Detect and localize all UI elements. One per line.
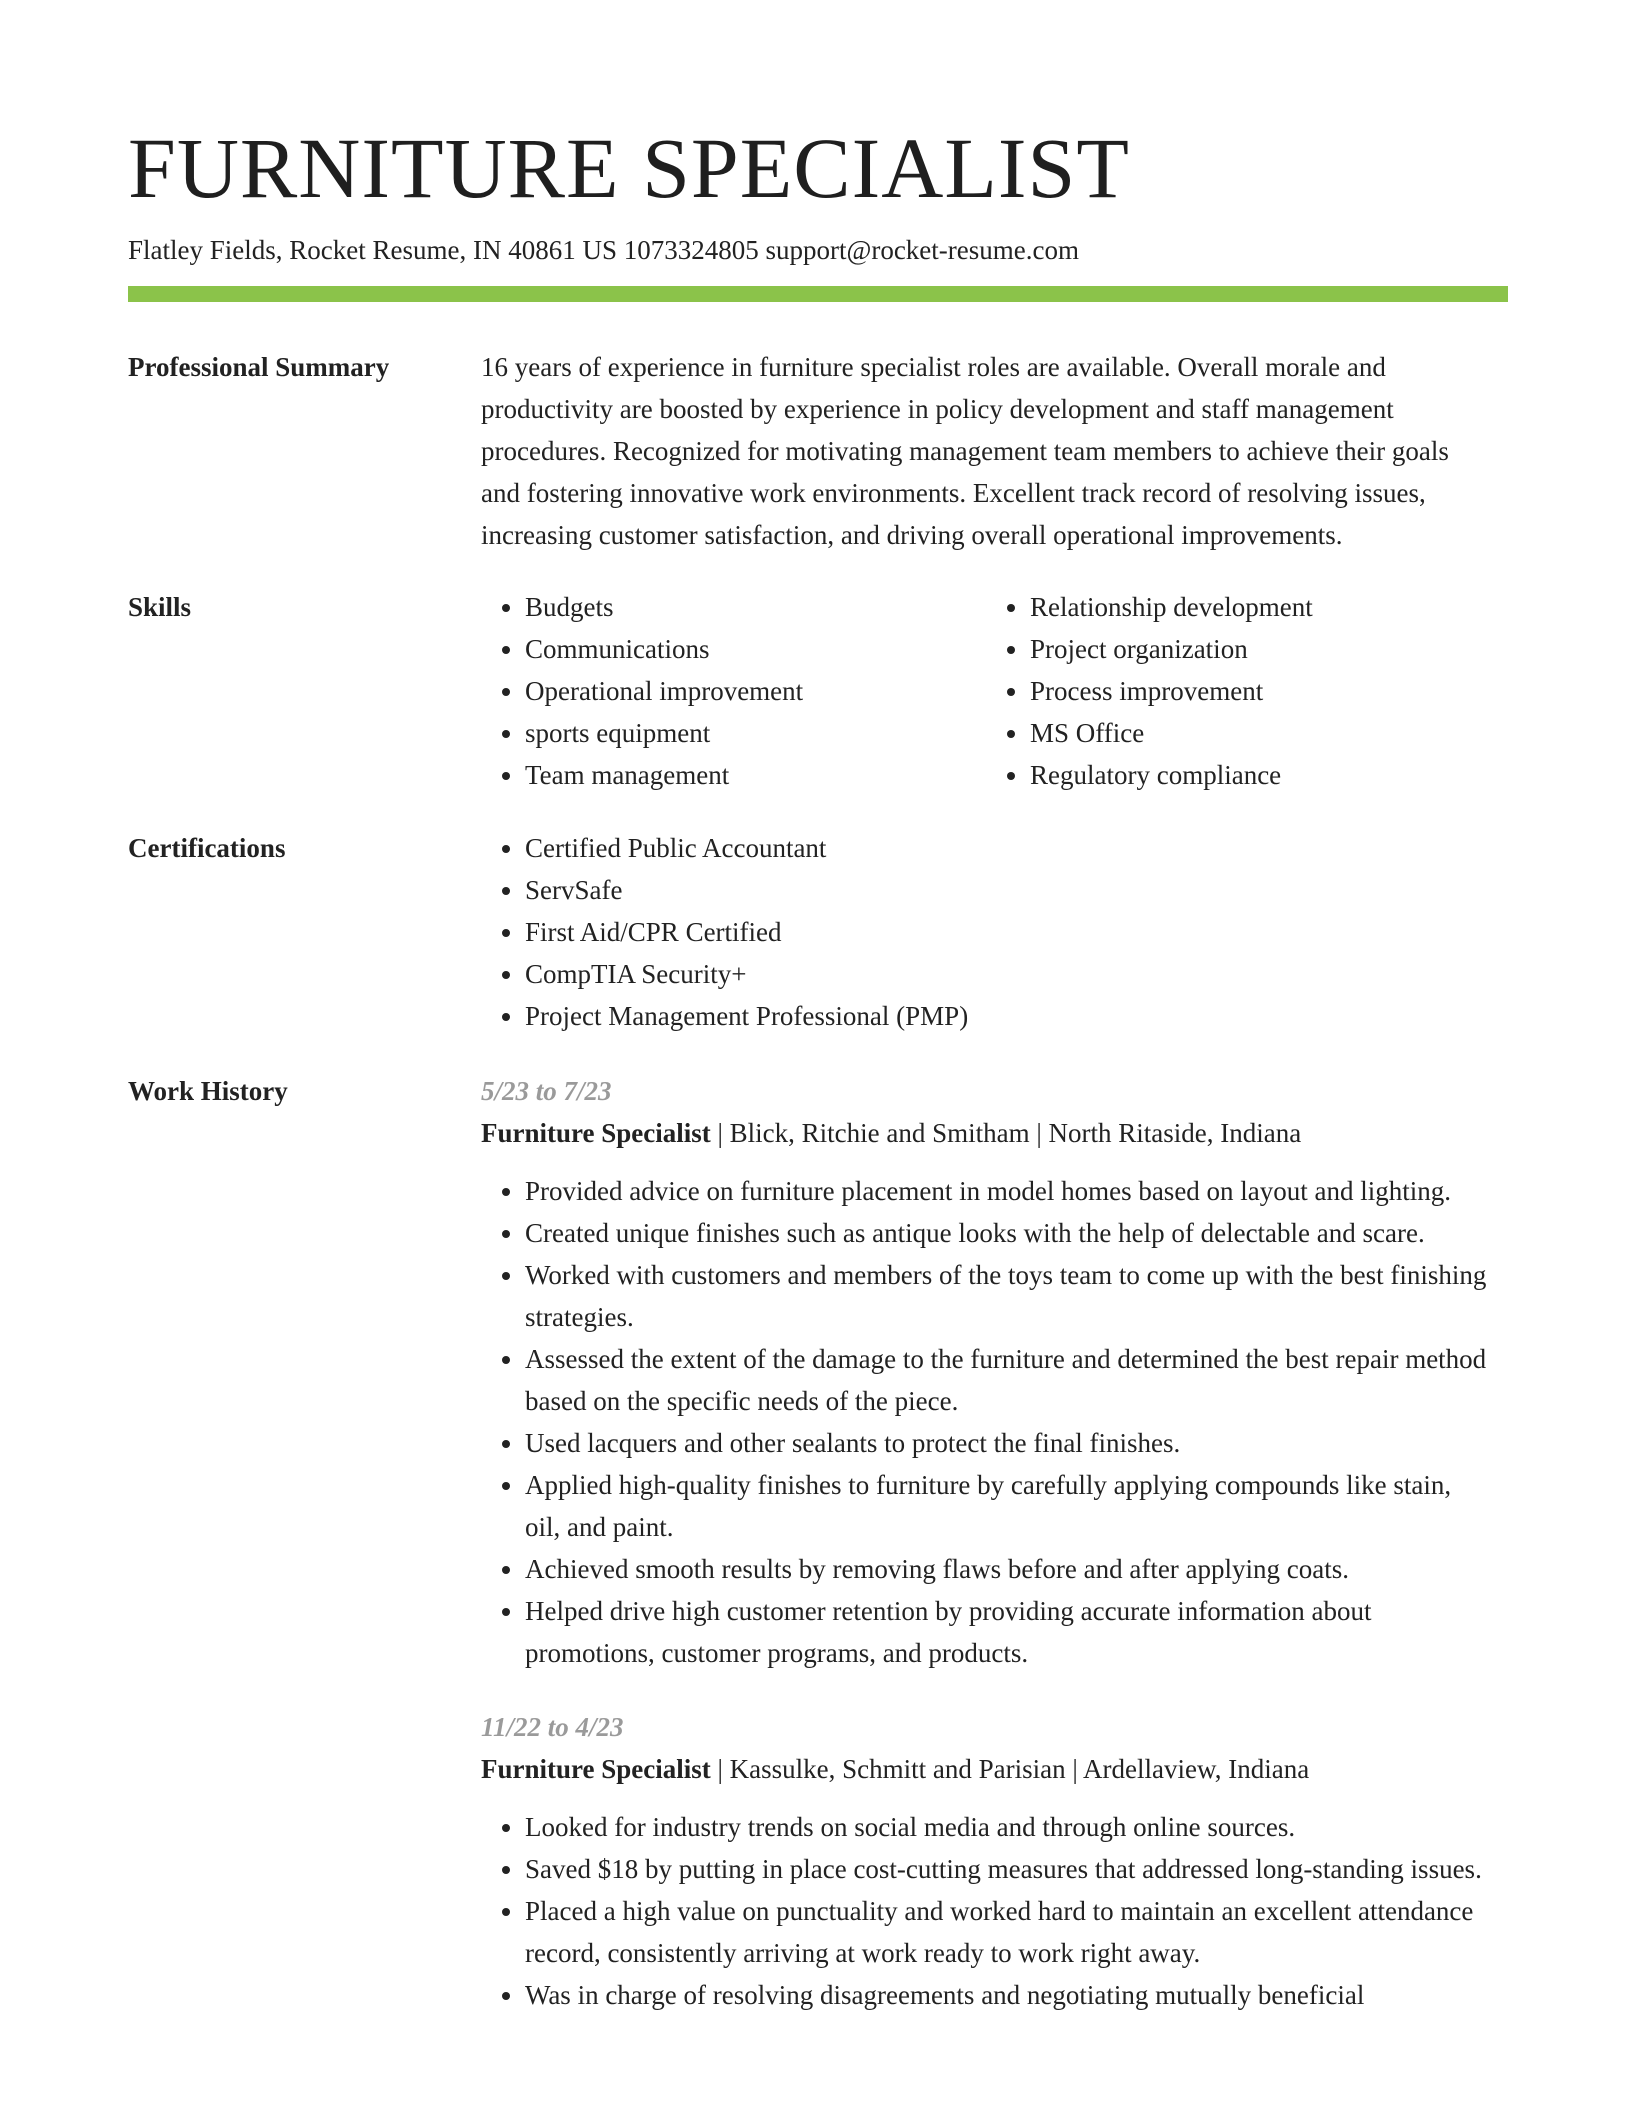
job-heading-line <box>481 1748 1491 1790</box>
job-dates: 11/22 to 4/23 <box>481 1712 624 1742</box>
work-history-body <box>481 1070 1491 2048</box>
job-bullet: • Applied high-quality finishes to furniture by carefully applying compounds like stain, oil, and paint. <box>525 1464 1491 1548</box>
job-title: Furniture Specialist <box>481 1754 711 1784</box>
job-bullet: • Created unique finishes such as antique looks with the help of delectable and scare. <box>525 1212 1491 1254</box>
job-bullet: • Worked with customers and members of the toys team to come up with the best finishing strategies. <box>525 1254 1491 1338</box>
skill-item: • Communications <box>525 628 986 670</box>
job-entry <box>481 1706 1491 2016</box>
skill-item: • sports equipment <box>525 712 986 754</box>
skill-item: • Process improvement <box>1030 670 1491 712</box>
job-bullet: • Used lacquers and other sealants to protect the final finishes. <box>525 1422 1491 1464</box>
header-accent-rule <box>128 286 1508 302</box>
skill-item: • Relationship development <box>1030 586 1491 628</box>
skills-list-right <box>986 586 1491 796</box>
summary-text: 16 years of experience in furniture specialist roles are available. Overall morale and productivity are boosted by experience in policy development and staff management procedures. Recognized for motivating management team members to achieve their goals and fostering innovative work environments. Excellent track record of resolving issues, increasing customer satisfaction, and driving overall operational improvements. <box>481 352 1449 550</box>
certification-item: • Project Management Professional (PMP) <box>525 995 1491 1037</box>
certifications-list <box>481 827 1491 1037</box>
certification-item: • First Aid/CPR Certified <box>525 911 1491 953</box>
skill-item: • Budgets <box>525 586 986 628</box>
job-bullet: • Looked for industry trends on social media and through online sources. <box>525 1806 1491 1848</box>
job-bullet: • Placed a high value on punctuality and worked hard to maintain an excellent attendance record, consistently arriving at work ready to work right away. <box>525 1890 1491 1974</box>
job-heading-line <box>481 1112 1491 1154</box>
job-bullet: • Assessed the extent of the damage to the furniture and determined the best repair method based on the specific needs of the piece. <box>525 1338 1491 1422</box>
skill-item: • Regulatory compliance <box>1030 754 1491 796</box>
summary-body <box>481 346 1491 556</box>
job-bullet: • Achieved smooth results by removing flaws before and after applying coats. <box>525 1548 1491 1590</box>
skills-body <box>481 586 1491 796</box>
certification-item: • ServSafe <box>525 869 1491 911</box>
work-history-heading: Work History <box>128 1076 288 1106</box>
skill-item: • Project organization <box>1030 628 1491 670</box>
certifications-heading: Certifications <box>128 833 286 863</box>
job-bullet: • Helped drive high customer retention by providing accurate information about promotions, customer programs, and products. <box>525 1590 1491 1674</box>
job-dates: 5/23 to 7/23 <box>481 1076 612 1106</box>
certification-item: • CompTIA Security+ <box>525 953 1491 995</box>
skills-list-left <box>481 586 986 796</box>
job-employer-location: | Kassulke, Schmitt and Parisian | Ardellaview, Indiana <box>710 1754 1310 1784</box>
job-bullets <box>481 1806 1491 2016</box>
job-bullet: • Saved $18 by putting in place cost-cutting measures that addressed long-standing issues. <box>525 1848 1491 1890</box>
job-bullets <box>481 1170 1491 1674</box>
certification-item: • Certified Public Accountant <box>525 827 1491 869</box>
summary-heading: Professional Summary <box>128 352 390 382</box>
job-entry <box>481 1070 1491 1674</box>
job-bullet: • Provided advice on furniture placement in model homes based on layout and lighting. <box>525 1170 1491 1212</box>
job-employer-location: | Blick, Ritchie and Smitham | North Ritaside, Indiana <box>710 1118 1302 1148</box>
contact-line: Flatley Fields, Rocket Resume, IN 40861 US 1073324805 support@rocket-resume.com <box>128 235 1079 265</box>
resume-name: FURNITURE SPECIALIST <box>128 120 1130 216</box>
job-title: Furniture Specialist <box>481 1118 711 1148</box>
skill-item: • MS Office <box>1030 712 1491 754</box>
job-bullet: • Was in charge of resolving disagreements and negotiating mutually beneficial <box>525 1974 1491 2016</box>
certifications-body <box>481 827 1491 1037</box>
skill-item: • Operational improvement <box>525 670 986 712</box>
skills-heading: Skills <box>128 592 192 622</box>
skill-item: • Team management <box>525 754 986 796</box>
